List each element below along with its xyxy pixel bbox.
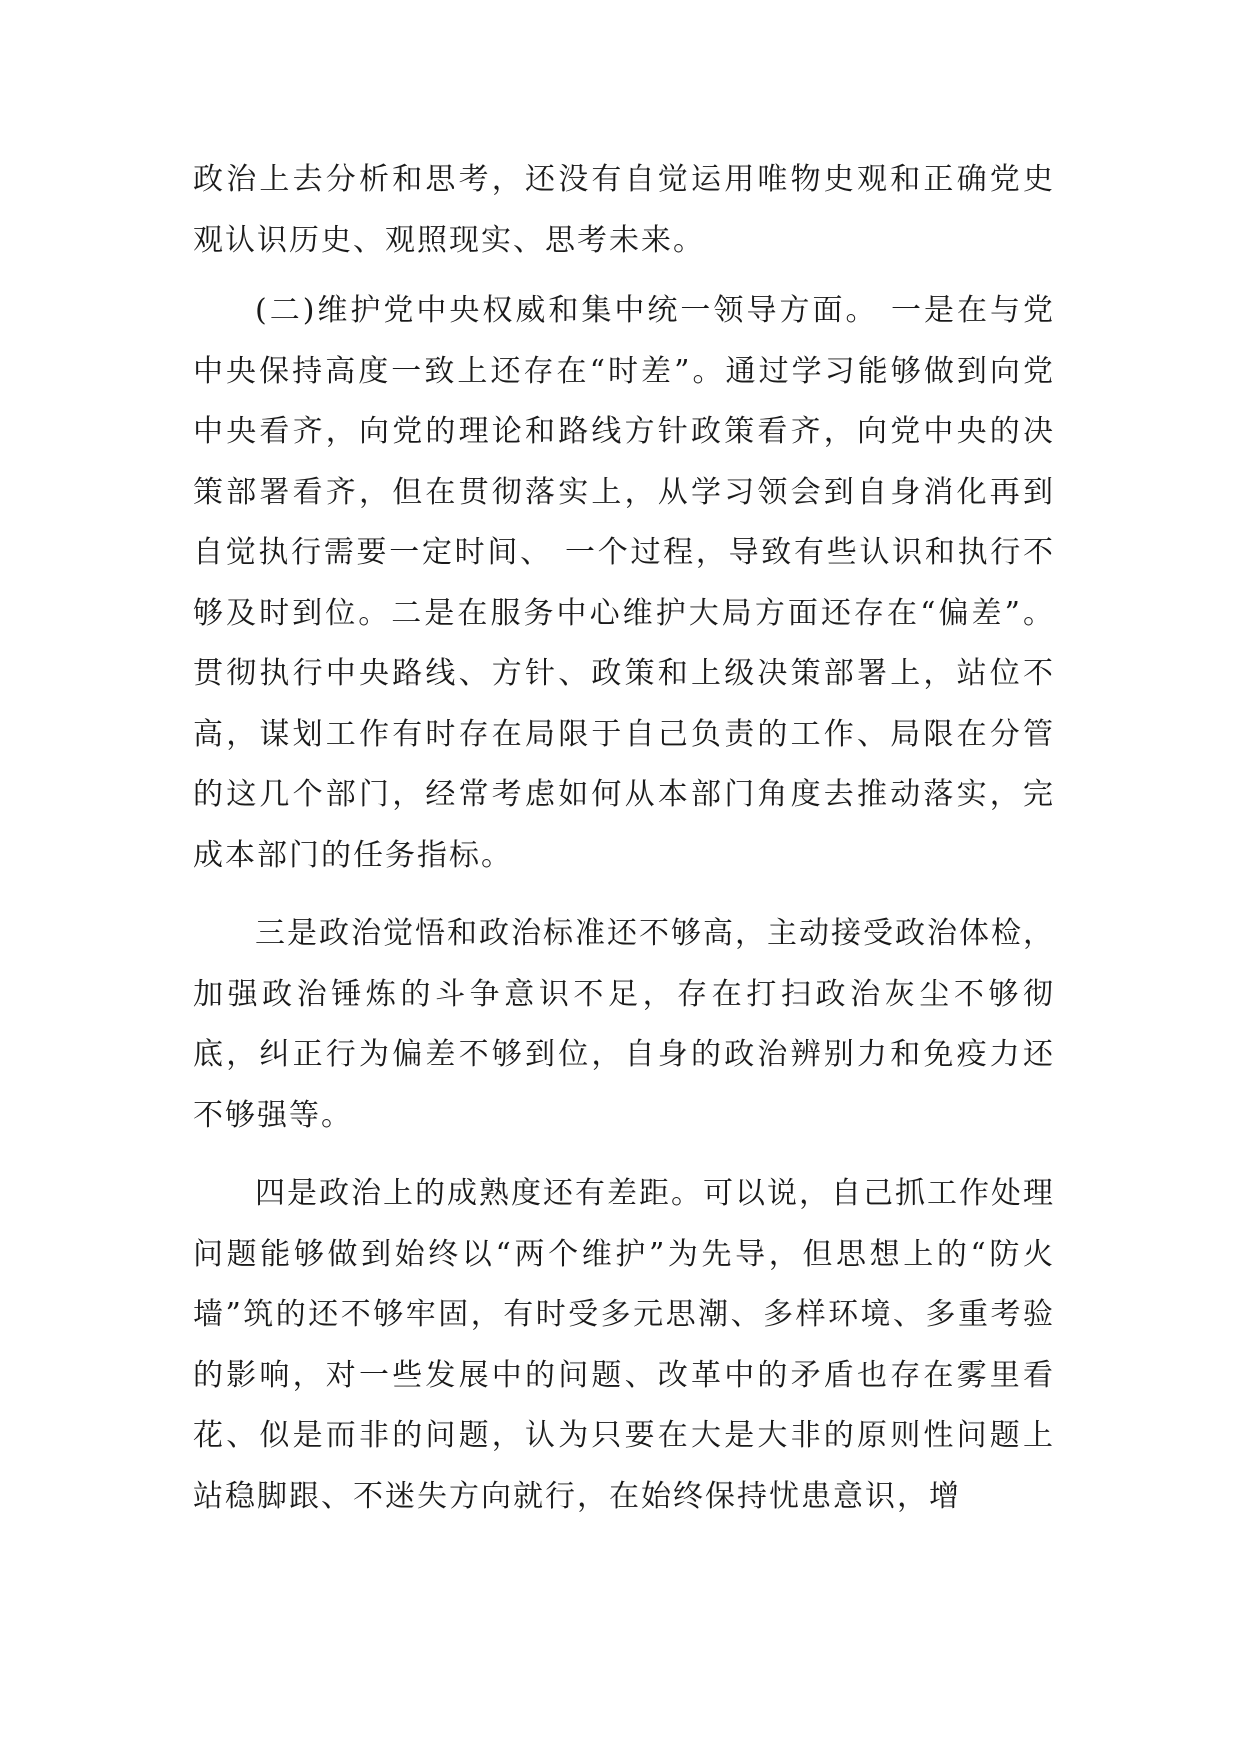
paragraph-point-four: 四是政治上的成熟度还有差距。可以说，自己抓工作处理问题能够做到始终以“两个维护”为先导，但思想上的“防火墙”筑的还不够牢固，有时受多元思潮、多样环境、多重考验的影响，对一些发展中的问题、改革中的矛盾也存在雾里看花、似是而非的问题，认为只要在大是大非的原则性问题上站稳脚跟、不迷失方向就行，在始终保持忧患意识，增	[193, 1176, 1055, 1514]
paragraph-point-three: 三是政治觉悟和政治标准还不够高，主动接受政治体检，加强政治锤炼的斗争意识不足，存在打扫政治灰尘不够彻底，纠正行为偏差不够到位，自身的政治辨别力和免疫力还不够强等。	[193, 916, 1055, 1133]
paragraph-continuation: 政治上去分析和思考，还没有自觉运用唯物史观和正确党史观认识历史、观照现实、思考未来。	[193, 162, 1055, 258]
paragraph-section-two: (二)维护党中央权威和集中统一领导方面。 一是在与党中央保持高度一致上还存在“时差”。通过学习能够做到向党中央看齐，向党的理论和路线方针政策看齐，向党中央的决策部署看齐，但在贯彻落实上，从学习领会到自身消化再到自觉执行需要一定时间、 一个过程，导致有些认识和执行不够及时到位。二是在服务中心维护大局方面还存在“偏差”。贯彻执行中央路线、方针、政策和上级决策部署上，站位不高，谋划工作有时存在局限于自己负责的工作、局限在分管的这几个部门，经常考虑如何从本部门角度去推动落实，完成本部门的任务指标。	[193, 293, 1055, 873]
document-body	[193, 150, 1055, 1527]
